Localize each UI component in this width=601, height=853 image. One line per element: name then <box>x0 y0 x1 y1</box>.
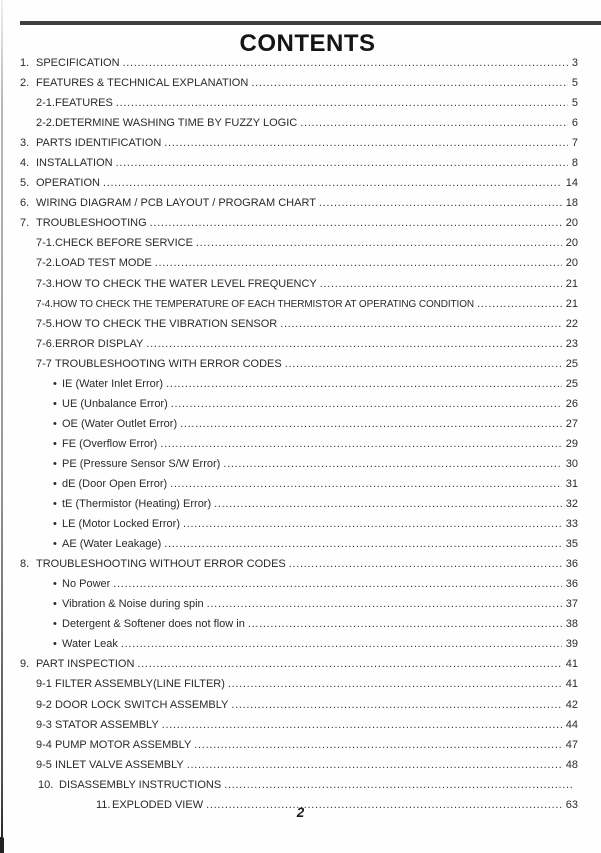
toc-entry <box>36 695 578 715</box>
toc-entry-prefix: 7-2. <box>36 257 55 270</box>
toc-entry-label: PUMP MOTOR ASSEMBLY <box>54 738 192 751</box>
toc-entry-page: 20 <box>565 257 578 270</box>
toc-entry <box>20 53 578 73</box>
toc-entry-page: 42 <box>565 698 578 711</box>
bullet-icon: • <box>53 397 57 410</box>
dot-leader <box>196 233 562 253</box>
dot-leader <box>228 674 562 694</box>
toc-entry-prefix: 9-5 <box>36 758 55 771</box>
toc-entry-label: UE (Unbalance Error) <box>62 397 168 410</box>
toc-entry <box>36 113 578 133</box>
dot-leader <box>180 414 562 434</box>
toc-entry-label: OPERATION <box>36 177 100 190</box>
toc-entry-label: DOOR LOCK SWITCH ASSEMBLY <box>54 698 229 711</box>
toc-entry-label: ERROR DISPLAY <box>54 337 144 350</box>
toc-entry-prefix: 9-1 <box>36 678 55 691</box>
toc-entry <box>53 574 578 594</box>
toc-entry <box>53 534 578 554</box>
dot-leader <box>194 735 561 755</box>
toc-entry-page: 23 <box>565 337 578 350</box>
bullet-icon: • <box>53 578 57 591</box>
dot-leader <box>146 334 561 354</box>
bullet-icon: • <box>53 498 57 511</box>
toc-entry-label: dE (Door Open Error) <box>62 477 168 490</box>
toc-entry-prefix: 7-3. <box>36 277 55 290</box>
toc-entry-label: DISASSEMBLY INSTRUCTIONS <box>59 778 222 791</box>
toc-entry-page: 32 <box>565 498 578 511</box>
dot-leader <box>207 594 562 614</box>
toc-entry <box>53 634 578 654</box>
toc-entry-label: STATOR ASSEMBLY <box>54 718 159 731</box>
toc-entry-prefix: 7-7 <box>36 357 55 370</box>
dot-leader <box>280 314 562 334</box>
toc-entry <box>20 153 578 173</box>
toc-entry-prefix: 11. <box>96 798 111 811</box>
dot-leader <box>285 354 562 374</box>
toc-list <box>20 53 578 815</box>
toc-entry-page: 25 <box>565 377 578 390</box>
dot-leader <box>477 294 562 314</box>
toc-entry-page: 20 <box>565 237 578 250</box>
toc-entry <box>20 73 578 93</box>
toc-entry-page: 18 <box>565 197 578 210</box>
bullet-icon: • <box>53 377 57 390</box>
toc-entry-label: CHECK BEFORE SERVICE <box>54 237 193 250</box>
dot-leader <box>116 93 568 113</box>
bullet-icon: • <box>53 437 57 450</box>
footer-page-number: 2 <box>296 805 305 820</box>
bullet-icon: • <box>53 417 57 430</box>
dot-leader <box>289 554 562 574</box>
toc-entry-prefix: 9-4 <box>36 738 55 751</box>
toc-entry-page: 21 <box>565 277 578 290</box>
toc-entry-prefix: 7. <box>20 217 30 230</box>
toc-entry <box>20 193 578 213</box>
toc-entry-page: 37 <box>565 598 578 611</box>
toc-entry-page: 31 <box>565 477 578 490</box>
dot-leader <box>224 775 574 795</box>
toc-entry-prefix: 2-1. <box>36 97 55 110</box>
toc-entry-page: 47 <box>565 738 578 751</box>
bullet-icon: • <box>53 638 57 651</box>
toc-entry-page: 7 <box>571 137 578 150</box>
toc-entry-label: HOW TO CHECK THE VIBRATION SENSOR <box>54 317 278 330</box>
toc-entry-label: WIRING DIAGRAM / PCB LAYOUT / PROGRAM CHART <box>36 197 316 210</box>
toc-entry <box>20 133 578 153</box>
toc-entry <box>36 253 578 273</box>
dot-leader <box>166 374 562 394</box>
toc-entry-page: 30 <box>565 457 578 470</box>
dot-leader <box>123 53 568 73</box>
toc-entry <box>53 594 578 614</box>
toc-entry-label: FEATURES & TECHNICAL EXPLANATION <box>36 77 249 90</box>
top-rule <box>20 21 601 25</box>
dot-leader <box>251 73 568 93</box>
bullet-icon: • <box>53 518 57 531</box>
toc-entry <box>53 434 578 454</box>
dot-leader <box>223 454 561 474</box>
toc-entry-label: TROUBLESHOOTING <box>36 217 147 230</box>
toc-entry-label: AE (Water Leakage) <box>62 538 162 551</box>
toc-entry-label: OE (Water Outlet Error) <box>62 417 178 430</box>
toc-entry-label: INSTALLATION <box>36 157 113 170</box>
toc-entry-label: tE (Thermistor (Heating) Error) <box>62 498 212 511</box>
toc-entry-label: Vibration & Noise during spin <box>62 598 204 611</box>
toc-entry-prefix: 5. <box>20 177 30 190</box>
toc-entry-page: 22 <box>565 317 578 330</box>
toc-entry-page: 3 <box>571 57 578 69</box>
scan-edge-artifact <box>1 0 3 853</box>
toc-entry <box>36 755 578 775</box>
toc-entry-label: FE (Overflow Error) <box>62 437 158 450</box>
toc-entry <box>36 354 578 374</box>
toc-entry-page: 41 <box>565 678 578 691</box>
dot-leader <box>116 153 568 173</box>
dot-leader <box>319 193 562 213</box>
toc-entry-prefix: 7-1. <box>36 237 55 250</box>
bullet-icon: • <box>53 538 57 551</box>
toc-entry-page: 29 <box>565 437 578 450</box>
toc-entry-page: 20 <box>565 217 578 230</box>
toc-entry-page: 21 <box>565 297 578 310</box>
dot-leader <box>137 654 561 674</box>
toc-entry-label: PART INSPECTION <box>36 658 135 671</box>
toc-entry-prefix: 9-2 <box>36 698 55 711</box>
dot-leader <box>155 253 562 273</box>
toc-entry <box>53 454 578 474</box>
dot-leader <box>231 695 561 715</box>
toc-entry-page: 26 <box>565 397 578 410</box>
toc-entry-label: Water Leak <box>62 638 118 651</box>
toc-entry-page: 6 <box>571 117 578 130</box>
dot-leader <box>300 113 568 133</box>
toc-entry-prefix: 7-4. <box>36 298 53 310</box>
toc-entry-prefix: 7-5. <box>36 317 55 330</box>
bullet-icon: • <box>53 477 57 490</box>
toc-entry <box>36 233 578 253</box>
toc-entry <box>36 735 578 755</box>
toc-entry-page: 38 <box>565 618 578 631</box>
toc-entry <box>36 93 578 113</box>
toc-entry-label: FILTER ASSEMBLY(LINE FILTER) <box>54 678 225 691</box>
toc-entry-page: 48 <box>565 758 578 771</box>
toc-entry-page: 5 <box>571 77 578 90</box>
toc-entry-prefix: 10. <box>38 778 54 791</box>
toc-entry-prefix: 2-2. <box>36 117 55 130</box>
dot-leader <box>162 715 562 735</box>
dot-leader <box>121 634 562 654</box>
toc-entry-page: 27 <box>565 417 578 430</box>
toc-entry <box>53 394 578 414</box>
dot-leader <box>171 394 562 414</box>
toc-entry-label: No Power <box>62 578 111 591</box>
toc-entry-label: LE (Motor Locked Error) <box>62 518 180 531</box>
toc-entry-page: 36 <box>565 558 578 571</box>
toc-entry <box>20 554 578 574</box>
toc-entry-page: 33 <box>565 518 578 531</box>
toc-entry-prefix: 1. <box>20 57 30 69</box>
dot-leader <box>187 755 562 775</box>
toc-entry-prefix: 9-3 <box>36 718 55 731</box>
dot-leader <box>183 514 562 534</box>
toc-entry-label: LOAD TEST MODE <box>54 257 152 270</box>
toc-entry <box>53 414 578 434</box>
toc-entry-label: Detergent & Softener does not flow in <box>62 618 245 631</box>
toc-entry <box>38 775 578 795</box>
scan-corner-artifact <box>0 837 4 853</box>
toc-entry-label: IE (Water Inlet Error) <box>62 377 164 390</box>
toc-entry <box>36 314 578 334</box>
dot-leader <box>214 494 562 514</box>
toc-entry <box>53 474 578 494</box>
toc-entry-page: 36 <box>565 578 578 591</box>
toc-entry-label: HOW TO CHECK THE TEMPERATURE OF EACH THERMISTOR AT OPERATING CONDITION <box>52 298 475 310</box>
toc-entry <box>20 173 578 193</box>
toc-entry-label: SPECIFICATION <box>36 57 120 69</box>
toc-entry-page: 35 <box>565 538 578 551</box>
toc-entry-prefix: 9. <box>20 658 30 671</box>
toc-entry-label: DETERMINE WASHING TIME BY FUZZY LOGIC <box>54 117 298 130</box>
dot-leader <box>164 534 562 554</box>
toc-entry <box>53 614 578 634</box>
page-title: CONTENTS <box>239 30 376 57</box>
toc-entry <box>20 654 578 674</box>
dot-leader <box>170 474 562 494</box>
toc-entry-page: 63 <box>565 798 578 811</box>
dot-leader <box>248 614 562 634</box>
dot-leader <box>320 274 562 294</box>
toc-entry-prefix: 6. <box>20 197 30 210</box>
toc-entry-label: TROUBLESHOOTING WITH ERROR CODES <box>54 357 282 370</box>
toc-entry <box>36 674 578 694</box>
dot-leader <box>150 213 562 233</box>
toc-entry <box>36 334 578 354</box>
toc-entry-label: HOW TO CHECK THE WATER LEVEL FREQUENCY <box>54 277 317 290</box>
toc-entry-prefix: 3. <box>20 137 30 150</box>
toc-entry-page: 41 <box>565 658 578 671</box>
dot-leader <box>103 173 562 193</box>
toc-entry-prefix: 7-6. <box>36 337 55 350</box>
toc-entry <box>36 274 578 294</box>
toc-entry-page: 8 <box>571 157 578 170</box>
bullet-icon: • <box>53 598 57 611</box>
toc-entry-label: PE (Pressure Sensor S/W Error) <box>62 457 221 470</box>
bullet-icon: • <box>53 618 57 631</box>
dot-leader <box>164 133 568 153</box>
toc-entry-label: EXPLODED VIEW <box>112 798 204 811</box>
toc-entry <box>20 213 578 233</box>
toc-entry <box>36 294 578 314</box>
toc-entry-label: TROUBLESHOOTING WITHOUT ERROR CODES <box>36 558 286 571</box>
toc-entry-label: INLET VALVE ASSEMBLY <box>54 758 184 771</box>
bullet-icon: • <box>53 457 57 470</box>
toc-entry-label: PARTS IDENTIFICATION <box>36 137 162 150</box>
toc-entry <box>53 494 578 514</box>
toc-entry-prefix: 4. <box>20 157 30 170</box>
toc-entry-page: 14 <box>565 177 578 190</box>
toc-entry <box>53 514 578 534</box>
toc-entry <box>53 374 578 394</box>
toc-entry-prefix: 2. <box>20 77 30 90</box>
toc-entry <box>36 715 578 735</box>
toc-entry-page: 5 <box>571 97 578 110</box>
dot-leader <box>160 434 561 454</box>
toc-entry-prefix: 8. <box>20 558 30 571</box>
toc-entry-page: 44 <box>565 718 578 731</box>
dot-leader <box>113 574 561 594</box>
toc-entry-label: FEATURES <box>54 97 113 110</box>
toc-entry-page: 39 <box>565 638 578 651</box>
toc-entry-page: 25 <box>565 357 578 370</box>
